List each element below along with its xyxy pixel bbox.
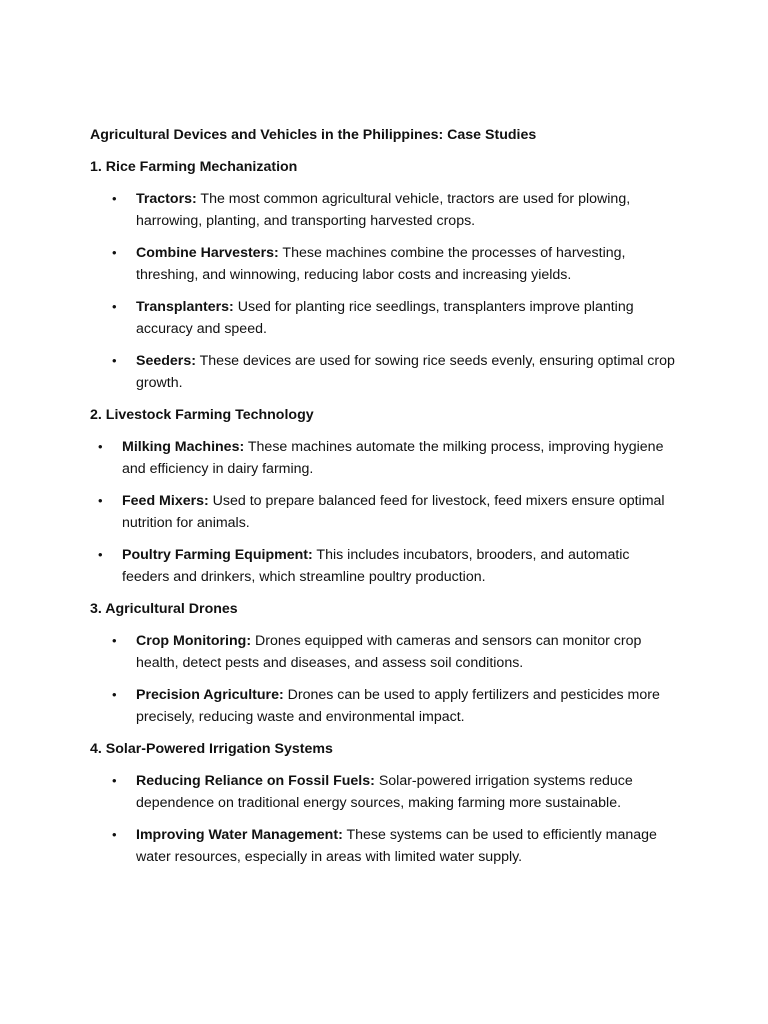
item-text: These machines combine the processes of harvesting, threshing, and winnowing, reducing labor costs and increasing yields. [136, 245, 626, 283]
item-term: Combine Harvesters: [136, 245, 279, 261]
section-heading: 1. Rice Farming Mechanization [90, 159, 298, 175]
bullet-icon: • [112, 773, 117, 788]
bullet-list [90, 630, 680, 728]
list-item [90, 544, 680, 588]
list-item [90, 296, 680, 340]
item-term: Precision Agriculture: [136, 687, 284, 703]
item-text: These devices are used for sowing rice seeds evenly, ensuring optimal crop growth. [136, 353, 675, 391]
section-heading: 3. Agricultural Drones [90, 601, 238, 617]
item-term: Milking Machines: [122, 439, 245, 455]
item-text: These machines automate the milking process, improving hygiene and efficiency in dairy farming. [122, 439, 664, 477]
bullet-list [90, 770, 680, 868]
item-term: Improving Water Management: [136, 827, 343, 843]
item-text: Drones can be used to apply fertilizers and pesticides more precisely, reducing waste and environmental impact. [136, 687, 660, 725]
section-agricultural-drones [90, 598, 680, 728]
bullet-icon: • [98, 493, 103, 508]
item-term: Poultry Farming Equipment: [122, 547, 313, 563]
list-item [90, 436, 680, 480]
bullet-list [90, 188, 680, 394]
list-item [90, 824, 680, 868]
item-text: Drones equipped with cameras and sensors can monitor crop health, detect pests and diseases, and assess soil conditions. [136, 633, 642, 671]
bullet-icon: • [112, 191, 117, 206]
section-rice-farming [90, 156, 680, 394]
section-livestock-farming [90, 404, 680, 588]
bullet-icon: • [112, 687, 117, 702]
item-text: These systems can be used to efficiently manage water resources, especially in areas with limited water supply. [136, 827, 657, 865]
section-heading: 4. Solar-Powered Irrigation Systems [90, 741, 333, 757]
item-term: Transplanters: [136, 299, 234, 315]
item-term: Feed Mixers: [122, 493, 209, 509]
item-text: Solar-powered irrigation systems reduce dependence on traditional energy sources, making farming more sustainable. [136, 773, 633, 811]
list-item [90, 630, 680, 674]
list-item [90, 770, 680, 814]
list-item [90, 684, 680, 728]
item-text: Used to prepare balanced feed for livestock, feed mixers ensure optimal nutrition for animals. [122, 493, 665, 531]
bullet-icon: • [98, 439, 103, 454]
bullet-icon: • [112, 633, 117, 648]
document-title: Agricultural Devices and Vehicles in the Philippines: Case Studies [90, 127, 537, 143]
item-term: Tractors: [136, 191, 197, 207]
list-item [90, 490, 680, 534]
item-text: This includes incubators, brooders, and automatic feeders and drinkers, which streamline poultry production. [122, 547, 630, 585]
bullet-icon: • [112, 245, 117, 260]
bullet-icon: • [112, 353, 117, 368]
bullet-icon: • [112, 827, 117, 842]
item-term: Seeders: [136, 353, 196, 369]
document-body [90, 124, 680, 878]
item-text: The most common agricultural vehicle, tractors are used for plowing, harrowing, planting, and transporting harvested crops. [136, 191, 631, 229]
section-heading: 2. Livestock Farming Technology [90, 407, 314, 423]
bullet-icon: • [98, 547, 103, 562]
item-term: Reducing Reliance on Fossil Fuels: [136, 773, 375, 789]
list-item [90, 350, 680, 394]
item-term: Crop Monitoring: [136, 633, 252, 649]
list-item [90, 242, 680, 286]
section-solar-irrigation [90, 738, 680, 868]
bullet-icon: • [112, 299, 117, 314]
list-item [90, 188, 680, 232]
bullet-list [90, 436, 680, 588]
item-text: Used for planting rice seedlings, transplanters improve planting accuracy and speed. [136, 299, 634, 337]
